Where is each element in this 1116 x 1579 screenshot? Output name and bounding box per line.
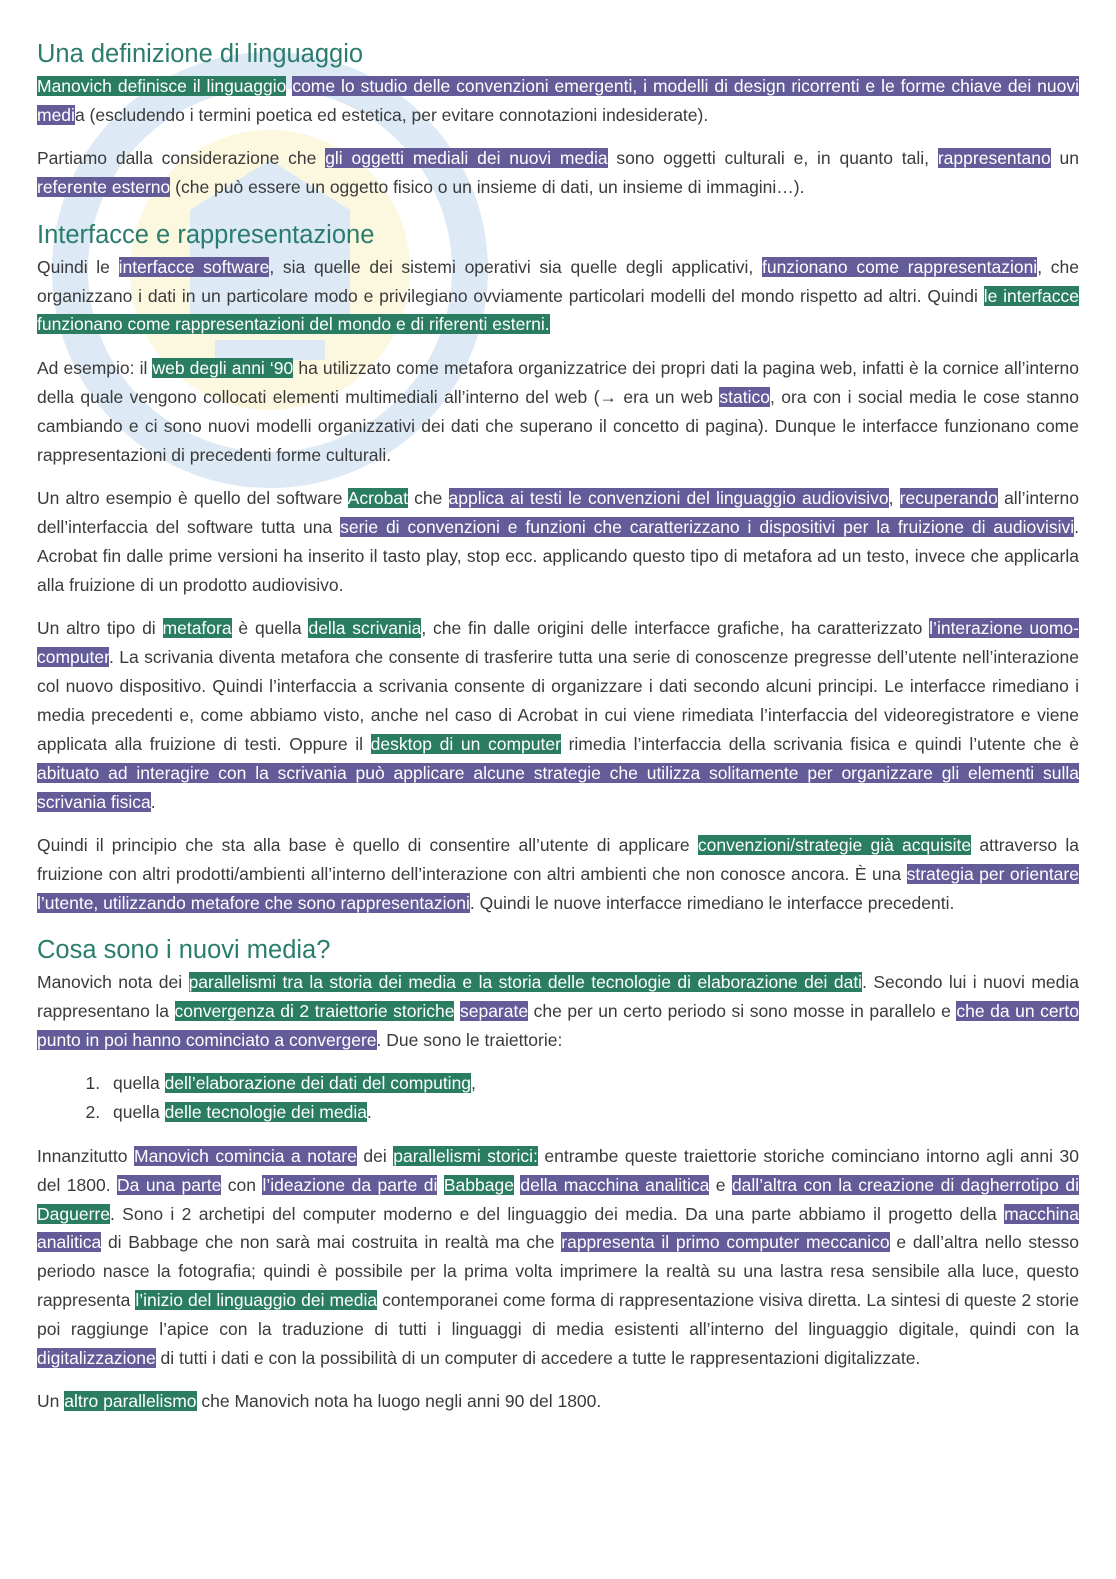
highlight-green: l’inizio del linguaggio dei media bbox=[135, 1290, 378, 1311]
text-run: . bbox=[366, 1102, 372, 1123]
text-run: ha utilizzato come metafora organizzatrice dei propri dati la pagina web, infatti è la cornice all’interno della quale vengono collocati elementi multimediali all’interno del web (→ era un web bbox=[37, 357, 1079, 407]
highlight-green: altro parallelismo bbox=[64, 1391, 197, 1412]
highlight-purple: che da un certo punto in poi hanno cominciato a convergere bbox=[37, 1001, 1079, 1050]
text-run: , bbox=[888, 487, 900, 508]
text-run bbox=[437, 1175, 443, 1195]
text-run: Manovich nota dei bbox=[37, 972, 189, 993]
highlight-purple: Manovich comincia a notare bbox=[134, 1145, 357, 1166]
highlight-green: delle tecnologie dei media bbox=[164, 1102, 367, 1123]
text-run: , che fin dalle origini delle interfacce grafiche, ha caratterizzato bbox=[421, 618, 930, 639]
highlight-purple: macchina analitica bbox=[37, 1203, 1079, 1253]
section-title: Cosa sono i nuovi media? bbox=[37, 936, 331, 965]
text-run: un bbox=[1050, 148, 1080, 169]
highlight-purple: come lo studio delle convenzioni emergenti, i modelli di design ricorrenti e le forme chiave dei nuovi medi bbox=[37, 76, 1079, 125]
highlight-purple: della macchina analitica bbox=[520, 1174, 710, 1195]
text-run: di Babbage che non sarà mai costruita in realtà ma che bbox=[101, 1232, 562, 1253]
highlight-purple: gli oggetti mediali dei nuovi media bbox=[325, 148, 608, 169]
text-run: Innanzitutto bbox=[37, 1145, 134, 1166]
paragraph bbox=[37, 354, 1079, 470]
text-run: che Manovich nota ha luogo negli anni 90 del 1800. bbox=[196, 1391, 602, 1412]
highlight-green: Babbage bbox=[443, 1174, 514, 1195]
text-run: a (escludendo i termini poetica ed estetica, per evitare connotazioni indesiderate). bbox=[74, 104, 709, 125]
text-run: , che organizzano i dati in un particolare modo e privilegiano ovviamente particolari modelli del mondo rispetto ad altri. Quindi bbox=[37, 256, 1079, 306]
section-title: Una definizione di linguaggio bbox=[37, 40, 364, 68]
text-run: . Sono i 2 archetipi del computer moderno e del linguaggio dei media. Da una parte abbiamo il progetto della bbox=[109, 1203, 1005, 1224]
highlight-purple: Da una parte bbox=[117, 1174, 222, 1195]
highlight-green: parallelismi tra la storia dei media e la storia delle tecnologie di elaborazione dei dati bbox=[188, 972, 863, 993]
text-run: e bbox=[709, 1174, 732, 1195]
paragraph bbox=[37, 72, 1079, 130]
text-run: , ora con i social media le cose stanno cambiando e ci sono nuovi modelli organizzativi dei dati che superano il concetto di pagina). Dunque le interfacce funzionano come rappresentazioni di precedenti forme culturali. bbox=[37, 386, 1079, 465]
text-run: entrambe queste traiettorie storiche cominciano intorno agli anni 30 del 1800. bbox=[37, 1145, 1080, 1195]
highlight-green: convergenza di 2 traiettorie storiche bbox=[174, 1001, 455, 1022]
text-run: . La scrivania diventa metafora che consente di trasferire tutta una serie di conoscenze pregresse dell’utente nell’interazione col nuovo dispositivo. Quindi l’interfaccia a scrivania consente di organizzare i dati secondo alcuni principi. Le interfacce rimediano i media precedenti e, come abbiamo visto, anche nel caso di Acrobat in cui viene rimediata l’interfaccia del videoregistratore e viene applicata alla fruizione di testi. Oppure il bbox=[37, 647, 1079, 754]
text-run: . bbox=[150, 791, 156, 812]
highlight-purple: referente esterno bbox=[37, 177, 171, 198]
text-run: , bbox=[471, 1073, 476, 1094]
paragraph bbox=[37, 253, 1079, 340]
highlight-purple: l’interazione uomo-computer bbox=[37, 618, 1079, 667]
section-title: Interfacce e rappresentazione bbox=[37, 220, 375, 249]
highlight-purple: recuperando bbox=[899, 487, 998, 508]
trajectories-list bbox=[37, 1069, 1079, 1127]
highlight-green: Acrobat bbox=[347, 487, 408, 508]
highlight-purple: statico bbox=[719, 386, 770, 407]
list-item bbox=[105, 1098, 1079, 1127]
highlight-purple: l’ideazione da parte di bbox=[262, 1174, 438, 1195]
text-run: che bbox=[407, 487, 449, 508]
highlight-purple: strategia per orientare l’utente, utilizzando metafore che sono rappresentazioni bbox=[37, 863, 1079, 913]
text-run: di tutti i dati e con la possibilità di un computer di accedere a tutte le rappresentazioni digitalizzate. bbox=[155, 1348, 921, 1369]
text-run: . Quindi le nuove interfacce rimediano le interfacce precedenti. bbox=[469, 892, 955, 913]
text-run: contemporanei come forma di rappresentazione visiva diretta. La sintesi di queste 2 storie poi raggiunge l’apice con la traduzione di tutti i linguaggi di media esistenti all’interno del linguaggio digitale, quindi con la bbox=[37, 1290, 1079, 1340]
highlight-green: desktop di un computer bbox=[370, 733, 561, 754]
paragraph bbox=[37, 484, 1079, 600]
text-run: dei bbox=[356, 1145, 394, 1166]
highlight-green: web degli anni ‘90 bbox=[152, 357, 294, 378]
highlight-green: metafora bbox=[162, 618, 232, 639]
highlight-purple: interfacce software bbox=[118, 256, 270, 277]
highlight-green: le interfacce funzionano come rappresentazioni del mondo e di riferenti esterni. bbox=[37, 285, 1079, 335]
text-run: attraverso la fruizione con altri prodotti/ambienti all’interno dell’interazione con altri ambienti che non conosce ancora. È una bbox=[37, 834, 1079, 884]
text-run: quella bbox=[113, 1102, 165, 1123]
paragraph bbox=[37, 144, 1079, 202]
text-run: Quindi il principio che sta alla base è quello di consentire all’utente di applicare bbox=[37, 834, 698, 855]
highlight-purple: rappresentano bbox=[937, 148, 1051, 169]
text-run: che per un certo periodo si sono mosse in parallelo e bbox=[528, 1001, 957, 1022]
highlight-green: Manovich definisce il linguaggio bbox=[37, 76, 287, 96]
paragraph bbox=[37, 968, 1079, 1055]
text-run: Ad esempio: il bbox=[37, 357, 153, 378]
document-page bbox=[37, 36, 1079, 1431]
text-run: , sia quelle dei sistemi operativi sia quelle degli applicativi, bbox=[269, 256, 762, 277]
text-run: con bbox=[221, 1174, 263, 1195]
text-run: . Acrobat fin dalle prime versioni ha inserito il tasto play, stop ecc. applicando questo tipo di metafora ad un testo, invece che applicarla alla fruizione di un prodotto audiovisivo. bbox=[37, 516, 1079, 595]
text-run: (che può essere un oggetto fisico o un insieme di dati, un insieme di immagini…). bbox=[170, 177, 805, 198]
paragraph bbox=[37, 614, 1079, 816]
text-run: Quindi le bbox=[37, 256, 119, 277]
text-run: Partiamo dalla considerazione che bbox=[37, 148, 326, 169]
highlight-green: dell’elaborazione dei dati del computing bbox=[164, 1073, 472, 1094]
text-run: Un bbox=[37, 1391, 65, 1412]
text-run: . Secondo lui i nuovi media rappresentano la bbox=[37, 972, 1079, 1022]
highlight-purple: rappresenta il primo computer meccanico bbox=[561, 1232, 890, 1253]
highlight-purple: dall’altra con la creazione di dagherrotipo di bbox=[731, 1174, 1079, 1195]
highlight-purple: digitalizzazione bbox=[37, 1348, 156, 1369]
text-run: è quella bbox=[231, 618, 309, 639]
text-run: sono oggetti culturali e, in quanto tali, bbox=[607, 148, 938, 169]
highlight-green: convenzioni/strategie già acquisite bbox=[697, 834, 972, 855]
highlight-green: Daguerre bbox=[37, 1203, 110, 1224]
text-run: all’interno dell’interfaccia del software tutta una bbox=[37, 487, 1079, 537]
highlight-purple: abituato ad interagire con la scrivania può applicare alcune strategie che utilizza solitamente per organizzare gli elementi sulla scrivania fisica bbox=[37, 762, 1079, 812]
highlight-purple: funzionano come rappresentazioni bbox=[761, 256, 1038, 277]
highlight-purple: applica ai testi le convenzioni del linguaggio audiovisivo bbox=[448, 487, 889, 508]
list-item bbox=[105, 1069, 1079, 1098]
paragraph bbox=[37, 1387, 1079, 1416]
text-run: quella bbox=[113, 1073, 165, 1094]
text-run: e dall’altra nello stesso periodo nasce la fotografia; quindi è possibile per la prima volta imprimere la realtà su una lastra resa sensibile alla luce, questo rappresenta bbox=[37, 1232, 1080, 1311]
highlight-purple: separate bbox=[459, 1001, 529, 1022]
text-run: Un altro tipo di bbox=[37, 618, 163, 639]
text-run: rimedia l’interfaccia della scrivania fisica e quindi l’utente che è bbox=[560, 733, 1079, 754]
text-run: Un altro esempio è quello del software bbox=[37, 487, 348, 508]
paragraph bbox=[37, 831, 1079, 918]
highlight-green: parallelismi storici: bbox=[393, 1145, 538, 1166]
paragraph bbox=[37, 1142, 1079, 1373]
highlight-purple: serie di convenzioni e funzioni che caratterizzano i dispositivi per la fruizione di audiovisivi bbox=[340, 516, 1075, 537]
highlight-green: della scrivania bbox=[308, 618, 422, 639]
text-run: . Due sono le traiettorie: bbox=[376, 1029, 563, 1050]
